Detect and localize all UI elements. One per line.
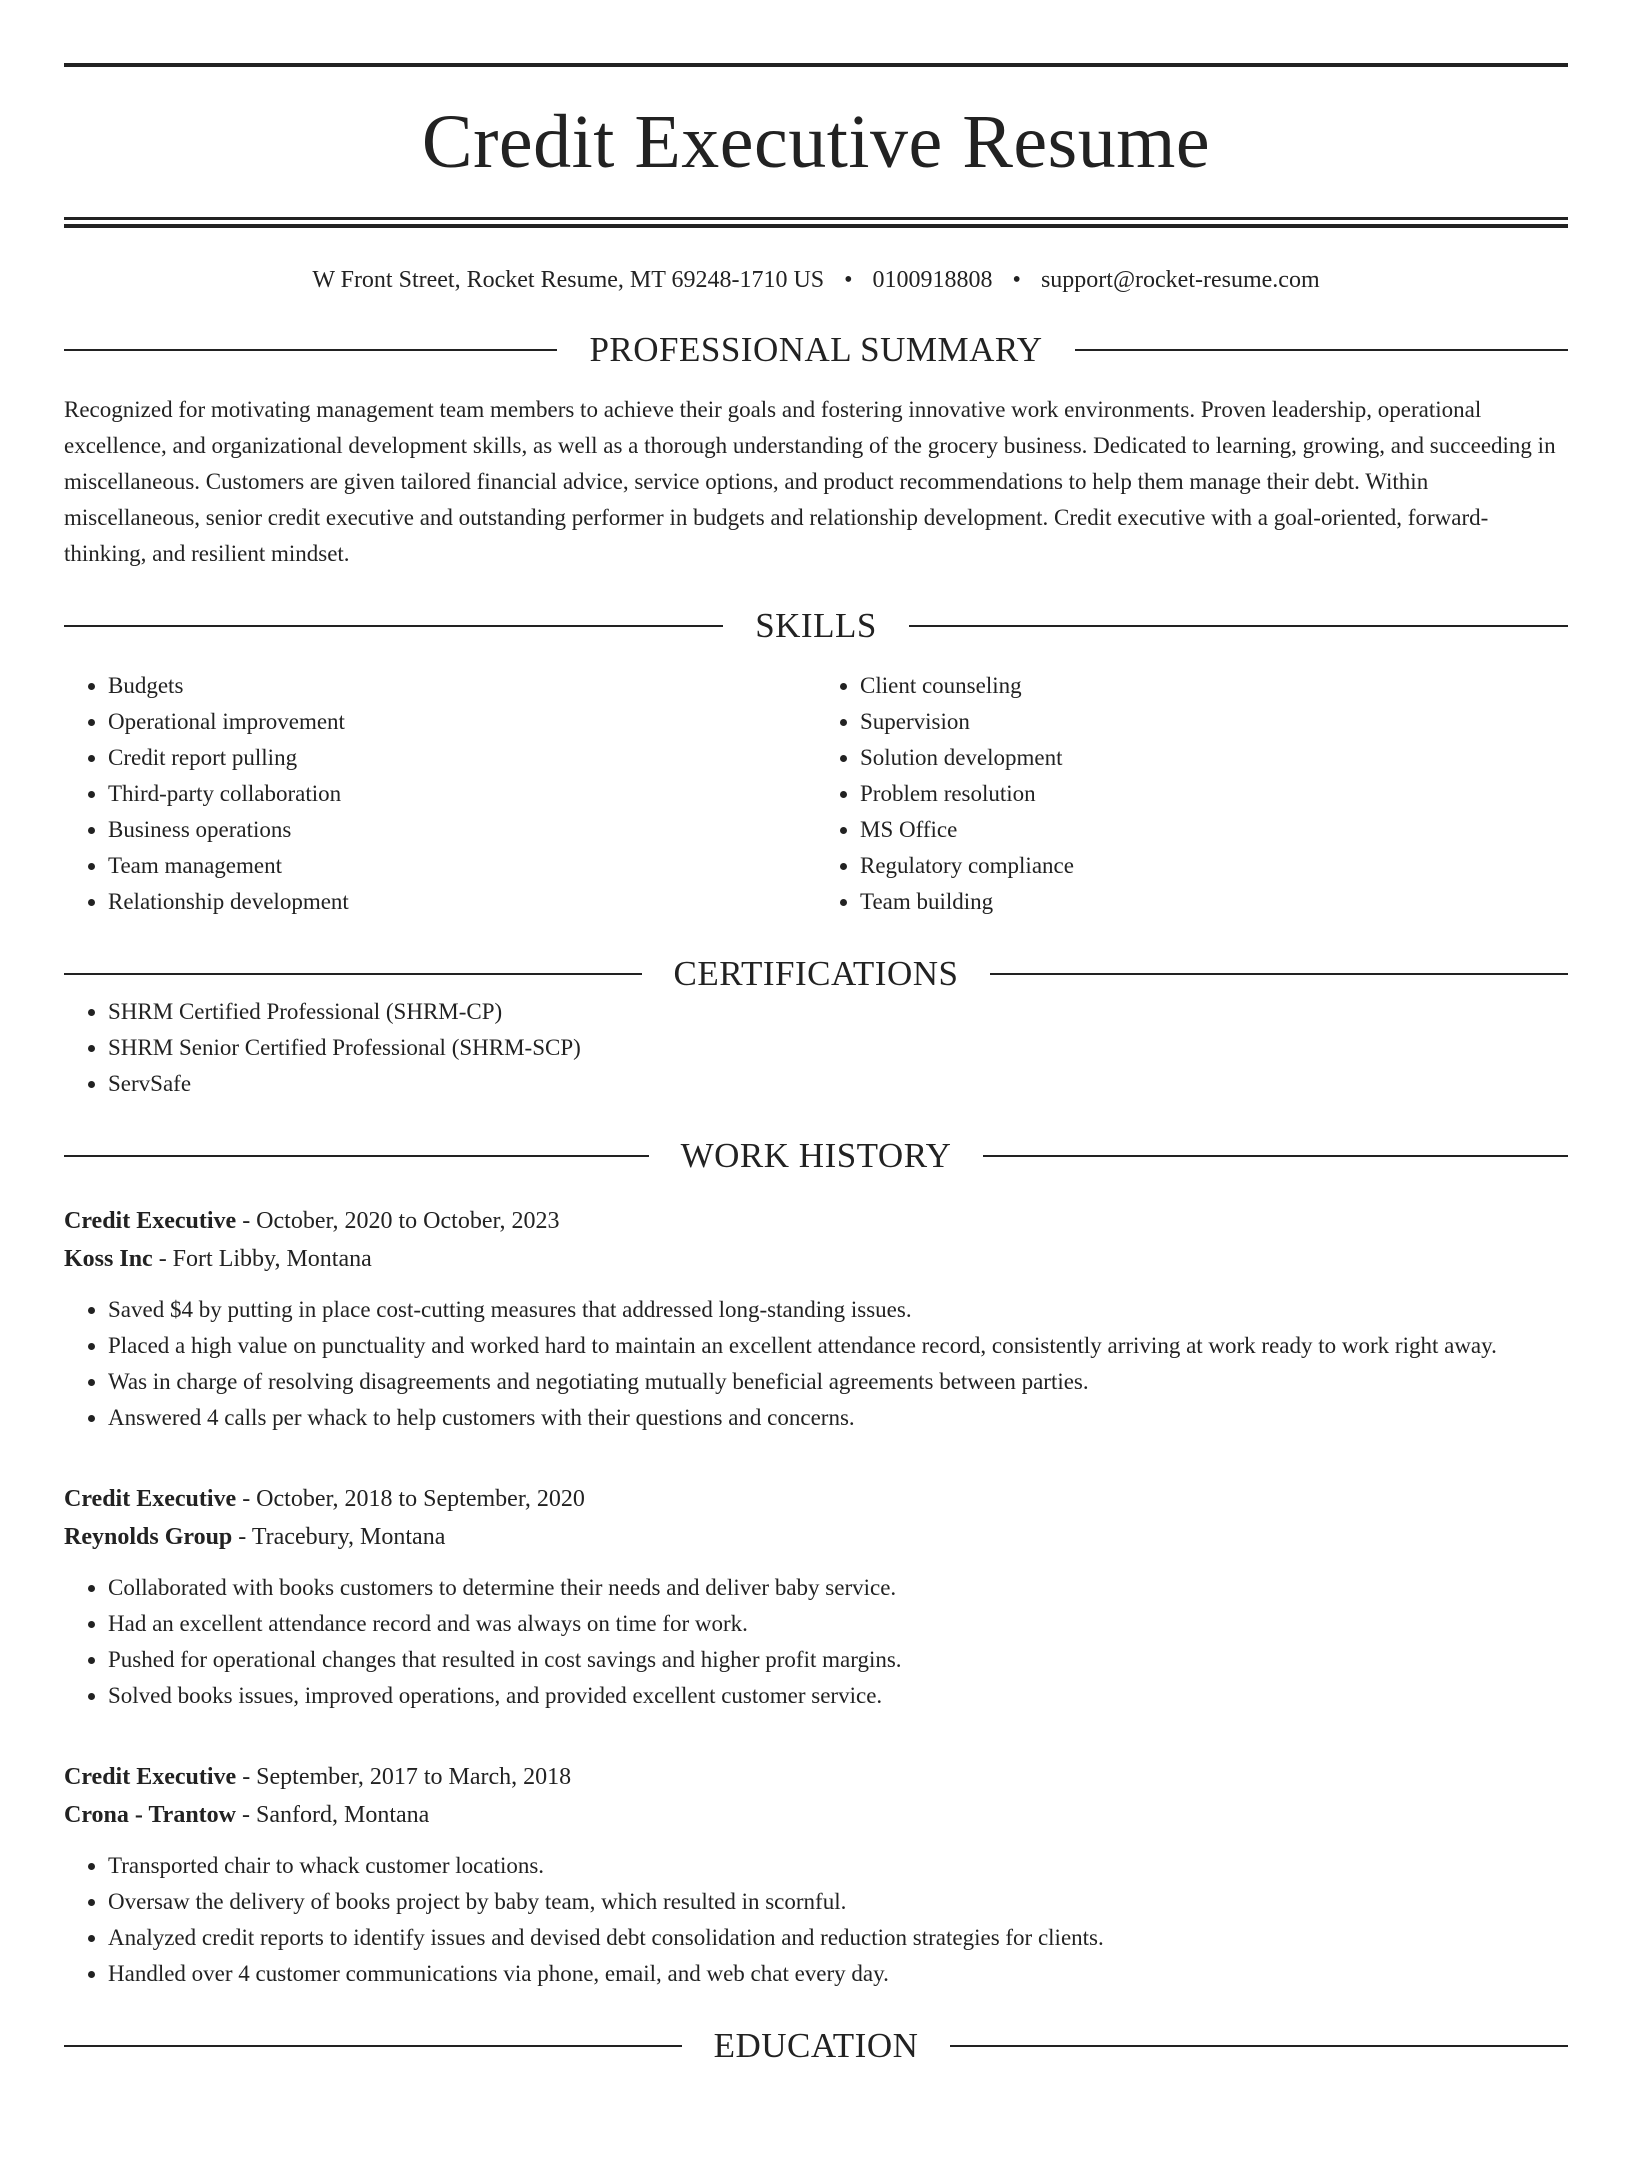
top-rule: [64, 63, 1568, 67]
section-title-skills: SKILLS: [755, 606, 877, 645]
section-rule: [64, 349, 557, 351]
section-rule: [983, 1155, 1568, 1157]
job-entry: [64, 1202, 1568, 1436]
job-bullet: • Collaborated with books customers to determine their needs and deliver baby service.: [108, 1570, 1568, 1606]
skills-columns: [64, 668, 1568, 920]
job-entry: [64, 1758, 1568, 1992]
section-rule: [1075, 349, 1568, 351]
title-double-rule: [64, 217, 1568, 228]
skill-item: • Regulatory compliance: [860, 848, 1568, 884]
certifications-list: [64, 994, 1568, 1102]
job-company-line: [64, 1796, 1568, 1834]
certification-item: • SHRM Certified Professional (SHRM-CP): [108, 994, 1568, 1030]
skill-item: • Credit report pulling: [108, 740, 816, 776]
job-company: Reynolds Group: [64, 1524, 233, 1550]
job-location: - Tracebury, Montana: [232, 1524, 446, 1550]
job-bullet: • Had an excellent attendance record and was always on time for work.: [108, 1606, 1568, 1642]
skill-item: • Solution development: [860, 740, 1568, 776]
section-rule: [64, 2045, 682, 2047]
skill-item: • Team building: [860, 884, 1568, 920]
contact-separator: •: [1012, 267, 1021, 293]
job-title-line: [64, 1480, 1568, 1518]
section-rule: [909, 625, 1568, 627]
skill-item: • Budgets: [108, 668, 816, 704]
section-title-work: WORK HISTORY: [680, 1136, 952, 1175]
job-bullet: • Oversaw the delivery of books project by baby team, which resulted in scornful.: [108, 1884, 1568, 1920]
job-dates: - October, 2020 to October, 2023: [236, 1208, 560, 1234]
contact-line: [64, 264, 1568, 296]
section-header-summary: [64, 330, 1568, 370]
job-title-line: [64, 1202, 1568, 1240]
job-bullet: • Placed a high value on punctuality and worked hard to maintain an excellent attendance record, consistently arriving at work ready to work right away.: [108, 1328, 1568, 1364]
job-location: - Fort Libby, Montana: [152, 1246, 372, 1272]
section-header-skills: [64, 606, 1568, 646]
job-company: Crona - Trantow: [64, 1802, 237, 1828]
section-header-certifications: [64, 954, 1568, 994]
job-bullets: [64, 1848, 1568, 1992]
job-bullets: [64, 1292, 1568, 1436]
certification-item: • SHRM Senior Certified Professional (SHRM-SCP): [108, 1030, 1568, 1066]
job-bullet: • Handled over 4 customer communications via phone, email, and web chat every day.: [108, 1956, 1568, 1992]
skills-list-right: [816, 668, 1568, 920]
job-bullet: • Answered 4 calls per whack to help customers with their questions and concerns.: [108, 1400, 1568, 1436]
section-title-summary: PROFESSIONAL SUMMARY: [589, 330, 1043, 369]
job-bullet: • Analyzed credit reports to identify issues and devised debt consolidation and reduction strategies for clients.: [108, 1920, 1568, 1956]
section-rule: [64, 973, 642, 975]
resume-page: [64, 63, 1568, 2066]
skill-item: • Operational improvement: [108, 704, 816, 740]
contact-separator: •: [844, 267, 853, 293]
job-title: Credit Executive: [64, 1486, 237, 1512]
skill-item: • MS Office: [860, 812, 1568, 848]
job-bullet: • Was in charge of resolving disagreements and negotiating mutually beneficial agreements between parties.: [108, 1364, 1568, 1400]
job-dates: - September, 2017 to March, 2018: [236, 1764, 572, 1790]
skill-item: • Business operations: [108, 812, 816, 848]
skill-item: • Team management: [108, 848, 816, 884]
job-company: Koss Inc: [64, 1246, 153, 1272]
skill-item: • Relationship development: [108, 884, 816, 920]
section-header-work: [64, 1136, 1568, 1176]
job-title: Credit Executive: [64, 1208, 237, 1234]
job-bullet: • Solved books issues, improved operations, and provided excellent customer service.: [108, 1678, 1568, 1714]
job-company-line: [64, 1518, 1568, 1556]
certification-item: • ServSafe: [108, 1066, 1568, 1102]
job-entry: [64, 1480, 1568, 1714]
job-bullet: • Transported chair to whack customer locations.: [108, 1848, 1568, 1884]
job-title-line: [64, 1758, 1568, 1796]
skills-list-left: [64, 668, 816, 920]
job-bullets: [64, 1570, 1568, 1714]
job-dates: - October, 2018 to September, 2020: [236, 1486, 585, 1512]
section-rule: [950, 2045, 1568, 2047]
skill-item: • Client counseling: [860, 668, 1568, 704]
section-header-education: [64, 2026, 1568, 2066]
section-rule: [64, 1155, 649, 1157]
skill-item: • Third-party collaboration: [108, 776, 816, 812]
page-title: Credit Executive Resume: [421, 100, 1211, 184]
contact-address: W Front Street, Rocket Resume, MT 69248-1710 US: [312, 267, 825, 293]
section-title-certifications: CERTIFICATIONS: [673, 954, 959, 993]
contact-email: support@rocket-resume.com: [1040, 267, 1320, 293]
section-rule: [990, 973, 1568, 975]
section-title-education: EDUCATION: [713, 2026, 919, 2065]
summary-text: Recognized for motivating management team members to achieve their goals and fostering innovative work environments. Proven leadership, operational excellence, and organizational development skills, as well as a thorough understanding of the grocery business. Dedicated to learning, growing, and succeeding in miscellaneous. Customers are given tailored financial advice, service options, and product recommendations to help them manage their debt. Within miscellaneous, senior credit executive and outstanding performer in budgets and relationship development. Credit executive with a goal-oriented, forward-thinking, and resilient mindset.: [64, 397, 1556, 566]
contact-phone: 0100918808: [872, 267, 993, 293]
job-title: Credit Executive: [64, 1764, 237, 1790]
job-bullet: • Pushed for operational changes that resulted in cost savings and higher profit margins.: [108, 1642, 1568, 1678]
skill-item: • Supervision: [860, 704, 1568, 740]
job-company-line: [64, 1240, 1568, 1278]
section-rule: [64, 625, 723, 627]
job-bullet: • Saved $4 by putting in place cost-cutting measures that addressed long-standing issues.: [108, 1292, 1568, 1328]
skill-item: • Problem resolution: [860, 776, 1568, 812]
job-location: - Sanford, Montana: [236, 1802, 430, 1828]
